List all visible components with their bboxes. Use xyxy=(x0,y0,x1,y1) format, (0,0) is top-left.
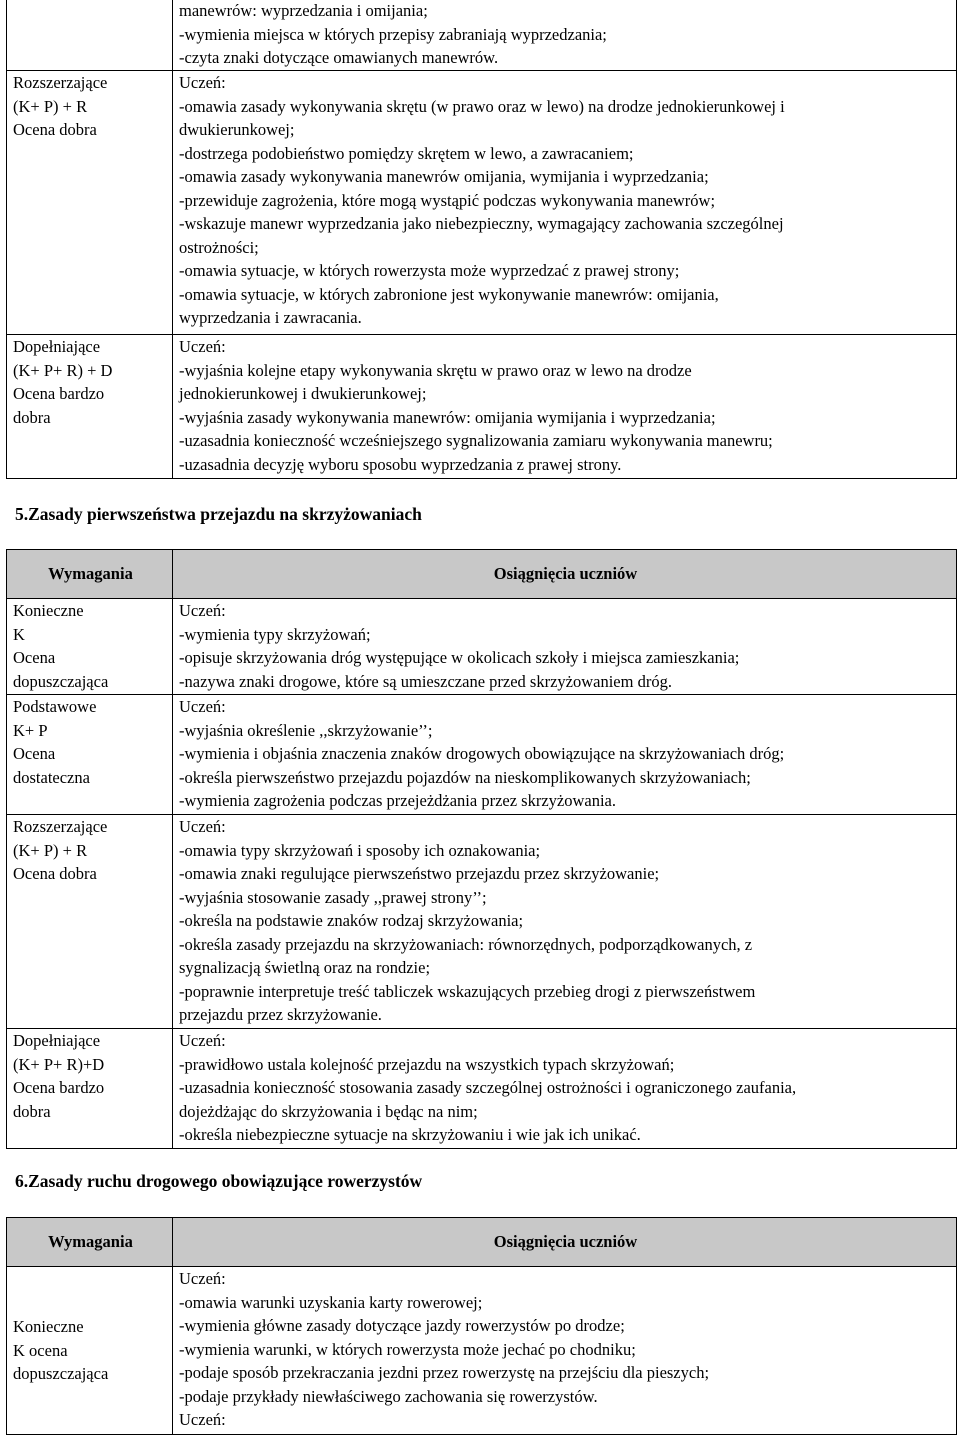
requirement-cell xyxy=(7,0,173,71)
requirement-line: dopuszczająca xyxy=(13,671,109,691)
requirement-line: dobra xyxy=(13,1101,51,1121)
achievement-line: Uczeń: xyxy=(179,697,226,716)
achievements-cell xyxy=(173,0,957,71)
requirement-line: Dopełniające xyxy=(13,337,101,356)
table-row xyxy=(7,1267,957,1435)
requirement-line: Ocena xyxy=(13,648,56,667)
achievement-line: -wyjaśnia kolejne etapy wykonywania skrętu w prawo oraz w lewo na drodze xyxy=(179,360,692,380)
requirement-line: dostateczna xyxy=(13,767,90,787)
achievements-cell xyxy=(173,815,957,1029)
requirement-line: Podstawowe xyxy=(13,697,97,716)
achievement-line: -określa niebezpieczne sytuacje na skrzyżowaniu i wie jak ich unikać. xyxy=(179,1125,641,1144)
achievement-line: ostrożności; xyxy=(179,237,259,257)
requirement-line: (K+ P+ R)+D xyxy=(13,1054,105,1074)
requirement-line: K ocena xyxy=(13,1340,68,1360)
requirement-line: K+ P xyxy=(13,720,48,740)
table-row xyxy=(7,815,957,1029)
table-row xyxy=(7,695,957,815)
achievement-line: -wymienia główne zasady dotyczące jazdy rowerzystów po drodze; xyxy=(179,1316,625,1335)
requirements-column-header: Wymagania xyxy=(7,1218,173,1267)
achievements-cell xyxy=(173,599,957,695)
table-row xyxy=(7,71,957,335)
achievement-line: -omawia zasady wykonywania manewrów omijania, wymijania i wyprzedzania; xyxy=(179,167,709,186)
achievement-line: -wyjaśnia stosowanie zasady ,,prawej strony’’; xyxy=(179,887,487,907)
achievement-line: -przewiduje zagrożenia, które mogą wystąpić podczas wykonywania manewrów; xyxy=(179,190,716,210)
section-5-table xyxy=(6,549,957,1149)
achievement-line: -wymienia zagrożenia podczas przejeżdżania przez skrzyżowania. xyxy=(179,791,617,810)
table-row xyxy=(7,1029,957,1149)
achievement-line: -wymienia typy skrzyżowań; xyxy=(179,624,371,644)
achievement-line: -poprawnie interpretuje treść tabliczek wskazujących przebieg drogi z pierwszeństwem xyxy=(179,981,756,1001)
requirement-line: Ocena dobra xyxy=(13,120,97,139)
requirement-line: (K+ P+ R) + D xyxy=(13,360,113,380)
achievement-line: sygnalizacją świetlną oraz na rondzie; xyxy=(179,958,431,977)
achievement-line: -prawidłowo ustala kolejność przejazdu na wszystkich typach skrzyżowań; xyxy=(179,1054,675,1074)
achievement-line: -omawia sytuacje, w których zabronione jest wykonywanie manewrów: omijania, xyxy=(179,284,719,304)
requirement-cell xyxy=(7,695,173,815)
section-5-heading: 5.Zasady pierwszeństwa przejazdu na skrzyżowaniach xyxy=(15,504,422,524)
achievement-line: -omawia warunki uzyskania karty rowerowej; xyxy=(179,1292,483,1312)
achievement-line: -wymienia miejsca w których przepisy zabraniają wyprzedzania; xyxy=(179,24,607,44)
table-row xyxy=(7,599,957,695)
achievement-line: -podaje sposób przekraczania jezdni przez rowerzystę na przejściu dla pieszych; xyxy=(179,1363,710,1382)
table-header-row xyxy=(7,550,957,599)
achievement-line: Uczeń: xyxy=(179,601,226,620)
achievements-cell xyxy=(173,1029,957,1149)
section-6-table xyxy=(6,1217,957,1435)
achievements-column-header: Osiągnięcia uczniów xyxy=(173,1218,957,1267)
achievement-line: -określa zasady przejazdu na skrzyżowaniach: równorzędnych, podporządkowanych, z xyxy=(179,934,753,954)
achievement-line: przejazdu przez skrzyżowanie. xyxy=(179,1005,382,1024)
achievements-cell xyxy=(173,695,957,815)
achievement-line: -wyjaśnia określenie ,,skrzyżowanie’’; xyxy=(179,720,433,740)
requirement-line: Ocena bardzo xyxy=(13,384,105,403)
achievement-line: Uczeń: xyxy=(179,817,226,836)
requirement-cell xyxy=(7,1029,173,1149)
achievement-line: jednokierunkowej i dwukierunkowej; xyxy=(179,384,427,403)
achievement-line: -wskazuje manewr wyprzedzania jako niebezpieczny, wymagający zachowania szczególnej xyxy=(179,214,784,233)
achievement-line: Uczeń: xyxy=(179,1410,226,1429)
achievement-line: -określa pierwszeństwo przejazdu pojazdów na nieskomplikowanych skrzyżowaniach; xyxy=(179,767,751,787)
achievement-line: -czyta znaki dotyczące omawianych manewrów. xyxy=(179,48,499,67)
achievement-line: -dostrzega podobieństwo pomiędzy skrętem w lewo, a zawracaniem; xyxy=(179,143,634,163)
achievement-line: -opisuje skrzyżowania dróg występujące w okolicach szkoły i miejsca zamieszkania; xyxy=(179,648,740,667)
achievement-line: -uzasadnia konieczność wcześniejszego sygnalizowania zamiaru wykonywania manewru; xyxy=(179,431,773,450)
achievements-cell xyxy=(173,1267,957,1435)
achievement-line: -uzasadnia konieczność stosowania zasady szczególnej ostrożności i ograniczonego zaufania, xyxy=(179,1078,797,1097)
achievement-line: -nazywa znaki drogowe, które są umieszczane przed skrzyżowaniem dróg. xyxy=(179,671,672,691)
achievement-line: -wyjaśnia zasady wykonywania manewrów: omijania wymijania i wyprzedzania; xyxy=(179,407,716,427)
requirement-line: (K+ P) + R xyxy=(13,96,88,116)
requirement-line: Konieczne xyxy=(13,601,84,620)
requirement-line: Rozszerzające xyxy=(13,73,108,92)
requirement-line: Dopełniające xyxy=(13,1031,101,1050)
achievement-line: -omawia sytuacje, w których rowerzysta może wyprzedzać z prawej strony; xyxy=(179,261,680,280)
top-requirements-table xyxy=(6,0,957,479)
requirement-line: K xyxy=(13,624,25,644)
achievements-cell xyxy=(173,335,957,479)
requirement-line: Ocena dobra xyxy=(13,864,97,883)
achievements-cell xyxy=(173,71,957,335)
achievement-line: -podaje przykłady niewłaściwego zachowania się rowerzystów. xyxy=(179,1386,598,1406)
requirement-cell xyxy=(7,815,173,1029)
requirement-cell xyxy=(7,335,173,479)
table-row xyxy=(7,335,957,479)
requirement-line: dopuszczająca xyxy=(13,1364,109,1384)
achievement-line: -omawia znaki regulujące pierwszeństwo przejazdu przez skrzyżowanie; xyxy=(179,864,660,883)
requirement-line: Ocena xyxy=(13,744,56,763)
achievement-line: -uzasadnia decyzję wyboru sposobu wyprzedzania z prawej strony. xyxy=(179,454,622,474)
achievement-line: -omawia zasady wykonywania skrętu (w prawo oraz w lewo) na drodze jednokierunkowej i xyxy=(179,96,785,116)
requirement-cell xyxy=(7,1267,173,1435)
achievements-column-header: Osiągnięcia uczniów xyxy=(173,550,957,599)
requirement-line: Konieczne xyxy=(13,1317,84,1337)
section-6-heading: 6.Zasady ruchu drogowego obowiązujące rowerzystów xyxy=(15,1171,423,1191)
requirement-cell xyxy=(7,599,173,695)
requirement-line: (K+ P) + R xyxy=(13,840,88,860)
requirements-column-header: Wymagania xyxy=(7,550,173,599)
achievement-line: dwukierunkowej; xyxy=(179,120,295,139)
requirement-line: Rozszerzające xyxy=(13,817,108,836)
achievement-line: -wymienia warunki, w których rowerzysta może jechać po chodniku; xyxy=(179,1339,636,1359)
achievement-line: Uczeń: xyxy=(179,73,226,92)
achievement-line: wyprzedzania i zawracania. xyxy=(179,308,362,327)
table-header-row xyxy=(7,1218,957,1267)
achievement-line: Uczeń: xyxy=(179,1031,226,1050)
achievement-line: manewrów: wyprzedzania i omijania; xyxy=(179,1,428,20)
achievement-line: -określa na podstawie znaków rodzaj skrzyżowania; xyxy=(179,911,524,930)
achievement-line: -wymienia i objaśnia znaczenia znaków drogowych obowiązujące na skrzyżowaniach dróg; xyxy=(179,744,785,763)
requirement-line: Ocena bardzo xyxy=(13,1078,105,1097)
achievement-line: -omawia typy skrzyżowań i sposoby ich oznakowania; xyxy=(179,840,541,860)
table-row xyxy=(7,0,957,71)
achievement-line: dojeżdżając do skrzyżowania i będąc na nim; xyxy=(179,1101,478,1121)
achievement-line: Uczeń: xyxy=(179,337,226,356)
requirement-cell xyxy=(7,71,173,335)
achievement-line: Uczeń: xyxy=(179,1269,226,1288)
requirement-line: dobra xyxy=(13,407,51,427)
